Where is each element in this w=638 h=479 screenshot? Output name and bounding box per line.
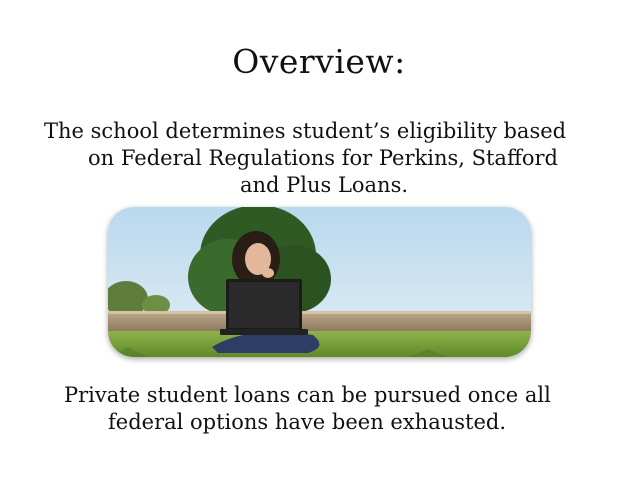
private-loans-line-2: federal options have been exhausted. (108, 410, 506, 434)
student-photo (108, 207, 531, 357)
eligibility-line-1: The school determines student’s eligibility based (44, 119, 567, 143)
eligibility-line-3: and Plus Loans. (239, 173, 409, 197)
private-loans-line-1: Private student loans can be pursued once all (64, 383, 551, 407)
private-loans-paragraph (64, 382, 604, 436)
eligibility-line-2: on Federal Regulations for Perkins, Stafford (88, 146, 558, 170)
student-photo-image (108, 207, 531, 357)
slide-title: Overview: (232, 42, 406, 81)
eligibility-paragraph (44, 118, 604, 199)
